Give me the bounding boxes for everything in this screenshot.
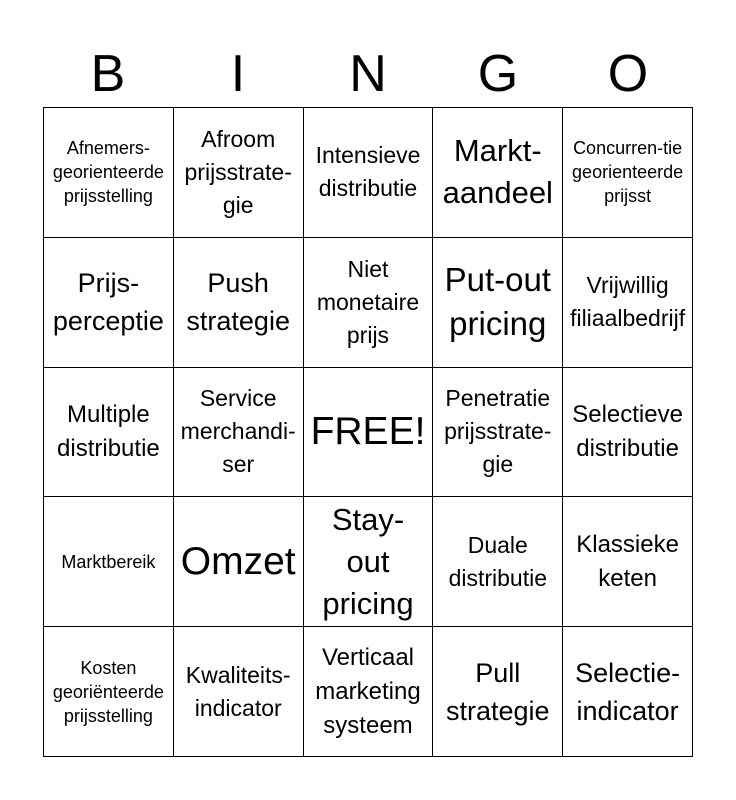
bingo-cell: Klassieke keten: [563, 497, 693, 627]
header-letter-n: N: [349, 45, 387, 103]
free-space-cell: FREE!: [304, 368, 434, 498]
bingo-cell: Omzet: [174, 497, 304, 627]
bingo-cell: Selectie- indicator: [563, 627, 693, 757]
bingo-cell: Stay- out pricing: [304, 497, 434, 627]
bingo-cell: Kosten georiënteerde prijsstelling: [44, 627, 174, 757]
bingo-cell: Markt- aandeel: [433, 108, 563, 238]
bingo-cell: Pull strategie: [433, 627, 563, 757]
bingo-cell: Intensieve distributie: [304, 108, 434, 238]
bingo-cell: Selectieve distributie: [563, 368, 693, 498]
header-letter-o: O: [607, 45, 649, 103]
header-letter-b: B: [90, 45, 126, 103]
bingo-cell: Penetratie prijsstrate- gie: [433, 368, 563, 498]
bingo-cell: Marktbereik: [44, 497, 174, 627]
bingo-cell: Concurren-tie georienteerde prijsst: [563, 108, 693, 238]
bingo-cell: Vrijwillig filiaalbedrijf: [563, 238, 693, 368]
bingo-cell: Push strategie: [174, 238, 304, 368]
bingo-cell: Kwaliteits- indicator: [174, 627, 304, 757]
bingo-cell: Put-out pricing: [433, 238, 563, 368]
bingo-cell: Niet monetaire prijs: [304, 238, 434, 368]
bingo-grid: [43, 107, 693, 757]
bingo-header: [43, 40, 693, 108]
bingo-cell: Verticaal marketing systeem: [304, 627, 434, 757]
header-letter-g: G: [477, 45, 519, 103]
header-letter-i: I: [230, 45, 246, 103]
bingo-cell: Multiple distributie: [44, 368, 174, 498]
bingo-cell: Afroom prijsstrate- gie: [174, 108, 304, 238]
bingo-cell: Duale distributie: [433, 497, 563, 627]
bingo-cell: Afnemers- georienteerde prijsstelling: [44, 108, 174, 238]
bingo-cell: Service merchandi- ser: [174, 368, 304, 498]
bingo-cell: Prijs- perceptie: [44, 238, 174, 368]
